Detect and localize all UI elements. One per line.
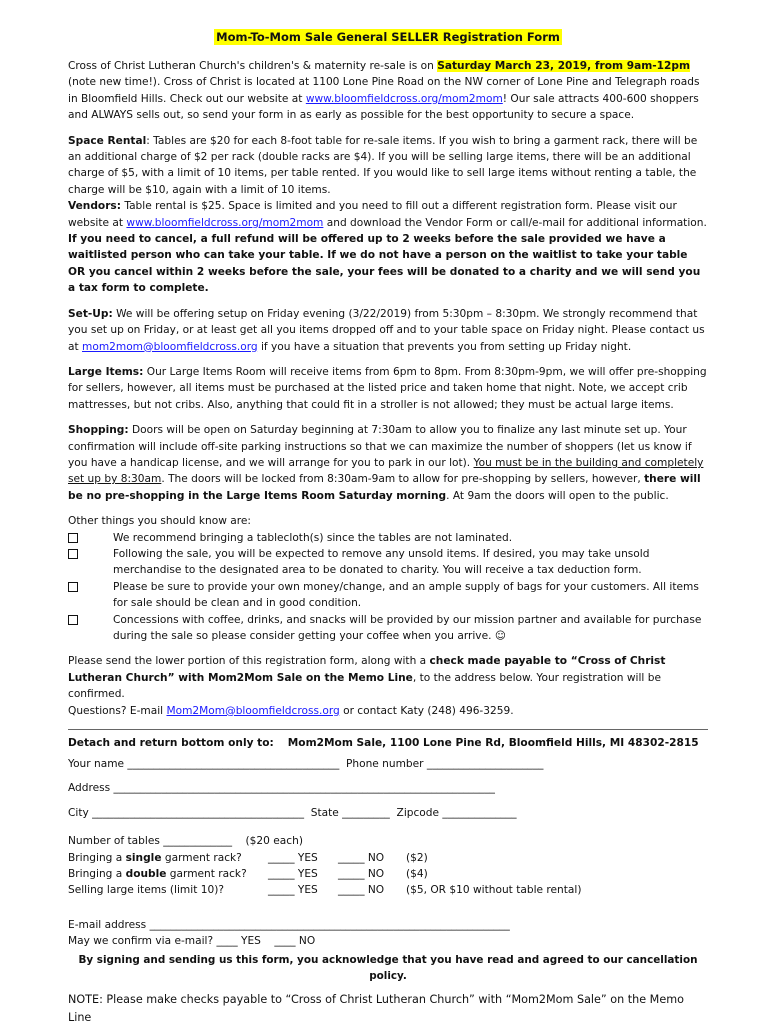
- intro-paragraph: Cross of Christ Lutheran Church's children's & maternity re-sale is on Saturday March 23, 2019, from 9am-12pm (note new time!). Cross of Christ is located at 1100 Lone Pine Road on the NW corner of Lone Pine and Telegraph roads in Bloomfield Hills. Check out our website at www.bloomfieldcross.org/mom2mom! Our sale attracts 400-600 shoppers and ALWAYS sells out, so send your form in as early as possible for the best opportunity to secure a space.: [68, 60, 700, 122]
- detach-header: Detach and return bottom only to: Mom2Mom Sale, 1100 Lone Pine Rd, Bloomfield Hills, MI 48302-2815: [68, 737, 699, 750]
- checkbox-icon: [68, 582, 78, 592]
- sale-date-highlight: Saturday March 23, 2019, from 9am-12pm: [437, 60, 691, 72]
- registration-form-page: [68, 30, 708, 1027]
- large-items-yes[interactable]: _____ YES: [268, 884, 318, 897]
- address-field[interactable]: Address ________________________________________________________________________: [68, 782, 495, 795]
- large-items-price: ($5, OR $10 without table rental): [406, 884, 582, 897]
- setup-email-link[interactable]: mom2mom@bloomfieldcross.org: [82, 340, 258, 353]
- detach-divider: [68, 729, 708, 730]
- checkbox-icon: [68, 549, 78, 559]
- email-field[interactable]: E-mail address ____________________________________________________________________: [68, 918, 510, 931]
- list-item: We recommend bringing a tablecloth(s) since the tables are not laminated.: [68, 530, 708, 546]
- website-link[interactable]: www.bloomfieldcross.org/mom2mom: [305, 92, 503, 105]
- large-items-no[interactable]: _____ NO: [338, 884, 385, 897]
- list-item: Following the sale, you will be expected to remove any unsold items. If desired, you may take unsold merchandise to the designated area to be donated to charity. You will receive a tax deduction form.: [68, 546, 708, 579]
- shopping-paragraph: Shopping: Doors will be open on Saturday beginning at 7:30am to allow you to finalize any last minute set up. Your confirmation will include off-site parking instructions so that we can maximize the number of shoppers (let us know if you have a handicap license, and we will arrange for you to park in our lot). You must be in the building and completely set up by 8:30am. The doors will be locked from 8:30am-9am to allow for pre-shopping by sellers, however, there will be no pre-shopping in the Large Items Room Saturday morning. At 9am the doors will open to the public.: [68, 424, 704, 502]
- list-item: Concessions with coffee, drinks, and snacks will be provided by our mission partner and available for purchase during the sale so please consider getting your coffee when you arrive. ☺: [68, 612, 708, 645]
- single-rack-price: ($2): [406, 851, 428, 864]
- large-items-paragraph: Large Items: Our Large Items Room will receive items from 6pm to 8pm. From 8:30pm-9pm, we will offer pre-shopping for sellers, however, all items must be purchased at the listed price and taken home that night. Note, we accept crib mattresses, but not cribs. Also, anything that could fit in a stroller is not allowed; they must be actual large items.: [68, 365, 707, 411]
- checkbox-icon: [68, 533, 78, 543]
- number-of-tables-field[interactable]: Number of tables _____________ ($20 each): [68, 835, 303, 848]
- cancellation-policy: If you need to cancel, a full refund will be offered up to 2 weeks before the sale provided we have a waitlisted person who can take your table. If we do not have a person on the waitlist to take your table OR you cancel within 2 weeks before the sale, your fees will be donated to a charity and we will send you a tax form to complete.: [68, 233, 701, 295]
- space-rental-paragraph: Space Rental: Tables are $20 for each 8-foot table for re-sale items. If you wish to bring a garment rack, there will be an additional charge of $2 per rack (double racks are $4). If you will be selling large items, there will be an additional charge of $5, with a limit of 10 items, per table rented. If you would like to sell large items without renting a table, the charge will be $10, again with a limit of 10 items.: [68, 134, 698, 196]
- double-rack-label: Bringing a double garment rack?: [68, 868, 247, 881]
- single-rack-no[interactable]: _____ NO: [338, 851, 385, 864]
- city-state-zip-field[interactable]: City ________________________________________ State _________ Zipcode ______________: [68, 806, 517, 819]
- single-rack-yes[interactable]: _____ YES: [268, 851, 318, 864]
- options-grid: [68, 850, 708, 899]
- contact-email-link[interactable]: Mom2Mom@bloomfieldcross.org: [166, 704, 340, 717]
- double-rack-price: ($4): [406, 868, 428, 881]
- payment-note: NOTE: Please make checks payable to “Cross of Christ Lutheran Church” with “Mom2Mom Sale” on the Memo Line: [68, 992, 684, 1024]
- send-instructions: Please send the lower portion of this registration form, along with a check made payable to “Cross of Christ Lutheran Church” with Mom2Mom Sale on the Memo Line, to the address below. Your registration will be confirmed. Questions? E-mail Mom2Mom@bloomfieldcross.org or contact Katy (248) 496-3259.: [68, 655, 666, 717]
- double-rack-yes[interactable]: _____ YES: [268, 868, 318, 881]
- mailing-address: Mom2Mom Sale, 1100 Lone Pine Rd, Bloomfield Hills, MI 48302-2815: [287, 737, 699, 750]
- page-title: Mom-To-Mom Sale General SELLER Registration Form: [216, 30, 560, 44]
- confirm-email-field[interactable]: May we confirm via e-mail? ____ YES ____ NO: [68, 935, 316, 948]
- name-phone-field[interactable]: Your name ________________________________________ Phone number ______________________: [68, 758, 544, 771]
- list-item: Please be sure to provide your own money/change, and an ample supply of bags for your customers. All items for sale should be clean and in good condition.: [68, 579, 708, 612]
- double-rack-no[interactable]: _____ NO: [338, 868, 385, 881]
- single-rack-label: Bringing a single garment rack?: [68, 851, 242, 864]
- large-items-label: Selling large items (limit 10)?: [68, 884, 224, 897]
- setup-paragraph: Set-Up: We will be offering setup on Friday evening (3/22/2019) from 5:30pm – 8:30pm. We strongly recommend that you set up on Friday, or at least get all you items dropped off and to your table space on Friday night. Please contact us at mom2mom@bloomfieldcross.org if you have a situation that prevents you from setting up Friday night.: [68, 307, 705, 353]
- checkbox-icon: [68, 615, 78, 625]
- vendors-paragraph: Vendors: Table rental is $25. Space is limited and you need to fill out a different registration form. Please visit our website at www.bloomfieldcross.org/mom2mom and download the Vendor Form or call/e-mail for additional information. If you need to cancel, a full refund will be offered up to 2 weeks before the sale provided we have a waitlisted person who can take your table. If we do not have a person on the waitlist to take your table OR you cancel within 2 weeks before the sale, your fees will be donated to a charity and we will send you a tax form to complete.: [68, 200, 707, 295]
- vendor-website-link[interactable]: www.bloomfieldcross.org/mom2mom: [126, 216, 324, 229]
- other-things-heading: Other things you should know are:: [68, 515, 251, 528]
- other-things-list: [68, 530, 708, 645]
- acknowledgement-text: By signing and sending us this form, you acknowledge that you have read and agreed to our cancellation policy.: [78, 953, 698, 983]
